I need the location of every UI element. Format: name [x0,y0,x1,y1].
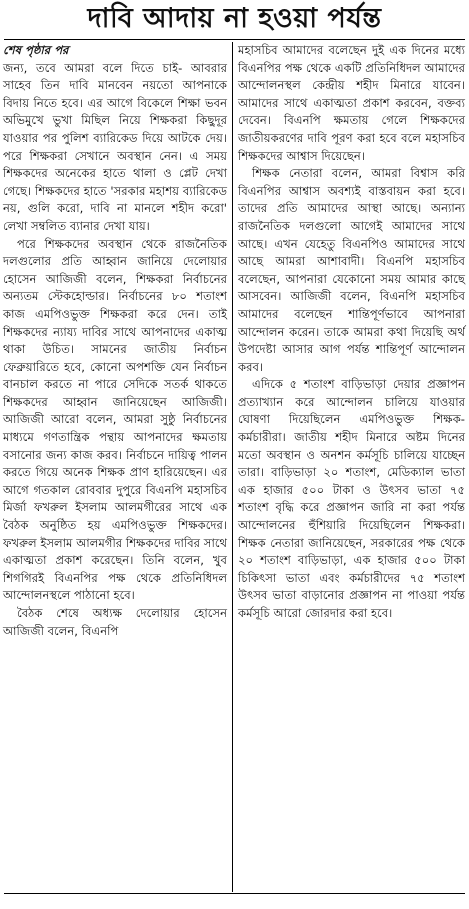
headline-rule [4,39,465,40]
column-divider [232,42,233,892]
right-paragraph-3: এদিকে ৫ শতাংশ বাড়িভাড়া দেয়ার প্রজ্ঞাপন প্রত্যাখ্যান করে আন্দোলন চালিয়ে যাওয়ার ঘোষণা দিয়েছিলেন এমপিওভুক্ত শিক্ষক-কর্মচারীরা। জাতীয় শহীদ মিনারে অষ্টম দিনের মতো অবস্থান ও অনশন কর্মসূচি চালিয়ে যাচ্ছেন তারা। বাড়িভাড়া ২০ শতাংশ, মেডিক্যাল ভাতা এক হাজার ৫০০ টাকা ও উৎসব ভাতা ৭৫ শতাংশ বৃদ্ধি করে প্রজ্ঞাপন জারি না করা পর্যন্ত আন্দোলনের হুঁশিয়ারি দিয়েছিলেন শিক্ষকরা। শিক্ষক নেতারা জানিয়েছেন, সরকারের পক্ষ থেকে ২০ শতাংশ বাড়িভাড়া, এক হাজার ৫০০ টাকা চিকিৎসা ভাতা এবং কর্মচারীদের ৭৫ শতাংশ উৎসব ভাতা বাড়ানোর প্রজ্ঞাপন না পাওয়া পর্যন্ত কর্মসূচি আরো জোরদার করা হবে। [238,377,465,620]
left-paragraph-2: পরে শিক্ষকদের অবস্থান থেকে রাজনৈতিক দলগুলোর প্রতি আহ্বান জানিয়ে দেলোয়ার হোসেন আজিজী বলেন, শিক্ষকরা নির্বাচনের অন্যতম স্টেকহোল্ডার। নির্বাচনের ৮০ শতাংশ কাজ এমপিওভুক্ত শিক্ষকরা করে দেন। তাই শিক্ষকদের ন্যায্য দাবির সাথে আপনাদের একাত্ম থাকা উচিত। সামনের জাতীয় নির্বাচন ফেব্রুয়ারিতে হবে, কোনো অপশক্তি যেন নির্বাচন বানচাল করতে না পারে সেদিকে সতর্ক থাকতে শিক্ষকদের আহ্বান জানিয়েছেন আজিজী। আজিজী আরো বলেন, আমরা সুষ্ঠু নির্বাচনের মাধ্যমে গণতান্ত্রিক পন্থায় আপনাদের ক্ষমতায় বসানোর জন্য কাজ করব। নির্বাচনে দায়িত্ব পালন করতে গিয়ে অনেক শিক্ষক প্রাণ হারিয়েছেন। এর আগে গতকাল রোববার দুপুরে বিএনপি মহাসচিব মির্জা ফখরুল ইসলাম আলমগীরের সাথে এক বৈঠক অনুষ্ঠিত হয় এমপিওভুক্ত শিক্ষকদের। ফখরুল ইসলাম আলমগীর শিক্ষকদের দাবির সাথে একাত্মতা প্রকাশ করেছেন। তিনি বলেন, খুব শিগগিরই বিএনপির পক্ষ থেকে প্রতিনিধিদল আন্দোলনস্থলে পাঠানো হবে। [3,236,227,603]
bottom-rule [4,893,465,894]
headline: দাবি আদায় না হওয়া পর্যন্ত [87,3,382,34]
right-paragraph-1: মহাসচিব আমাদের বলেছেন দুই এক দিনের মধ্যে বিএনপির পক্ষ থেকে একটি প্রতিনিধিদল আমাদের আন্দোলনস্থল কেন্দ্রীয় শহীদ মিনারে যাবেন। আমাদের সাথে একাত্মতা প্রকাশ করবেন, বক্তব্য দেবেন। বিএনপি ক্ষমতায় গেলে শিক্ষকদের জাতীয়করণের দাবি পূরণ করা হবে বলে মহাসচিব শিক্ষকদের আশ্বাস দিয়েছেন। [238,43,465,163]
left-column [3,42,227,640]
kicker: শেষ পৃষ্ঠার পর [3,43,69,57]
left-paragraph-1: জন্য, তবে আমরা বলে দিতে চাই- আবরার সাহেব তিন দাবি মানবেন নয়তো আপনাকে বিদায় নিতে হবে। এর আগে বিকেলে শিক্ষা ভবন অভিমুখে ভুখা মিছিল নিয়ে শিক্ষকরা কিছুদূর যাওয়ার পর পুলিশ ব্যারিকেড দিয়ে আটকে দেয়। পরে শিক্ষকরা সেখানে অবস্থান নেন। এ সময় শিক্ষকদের অনেকের হাতে থালা ও প্লেট দেখা গেছে। শিক্ষকদের হাতে 'সরকার মহাশয় ব্যারিকেড নয়, গুলি করো, দাবি না মানলে শহীদ করো' লেখা সম্বলিত ব্যানার দেখা যায়। [3,60,227,233]
right-paragraph-2: শিক্ষক নেতারা বলেন, আমরা বিশ্বাস করি বিএনপির আশ্বাস অবশ্যই বাস্তবায়ন করা হবে। তাদের প্রতি আমাদের আস্থা আছে। অন্যান্য রাজনৈতিক দলগুলো আগেই আমাদের সাথে আছে। এখন যেহেতু বিএনপিও আমাদের সাথে আছে আমরা আশাবাদী। বিএনপি মহাসচিব বলেছেন, আপনারা যেকোনো সময় আমার কাছে আসবেন। আজিজী বলেন, বিএনপি মহাসচিব আমাদের বলেছেন শান্তিপূর্ণভাবে আপনারা আন্দোলন করেন। তাকে আমরা কথা দিয়েছি অর্থ উপদেষ্টা আসার আগ পর্যন্ত শান্তিপূর্ণ আন্দোলন করব। [238,166,465,374]
right-column [238,42,465,623]
left-paragraph-3: বৈঠক শেষে অধ্যক্ষ দেলোয়ার হোসেন আজিজী বলেন, বিএনপি [3,606,227,638]
